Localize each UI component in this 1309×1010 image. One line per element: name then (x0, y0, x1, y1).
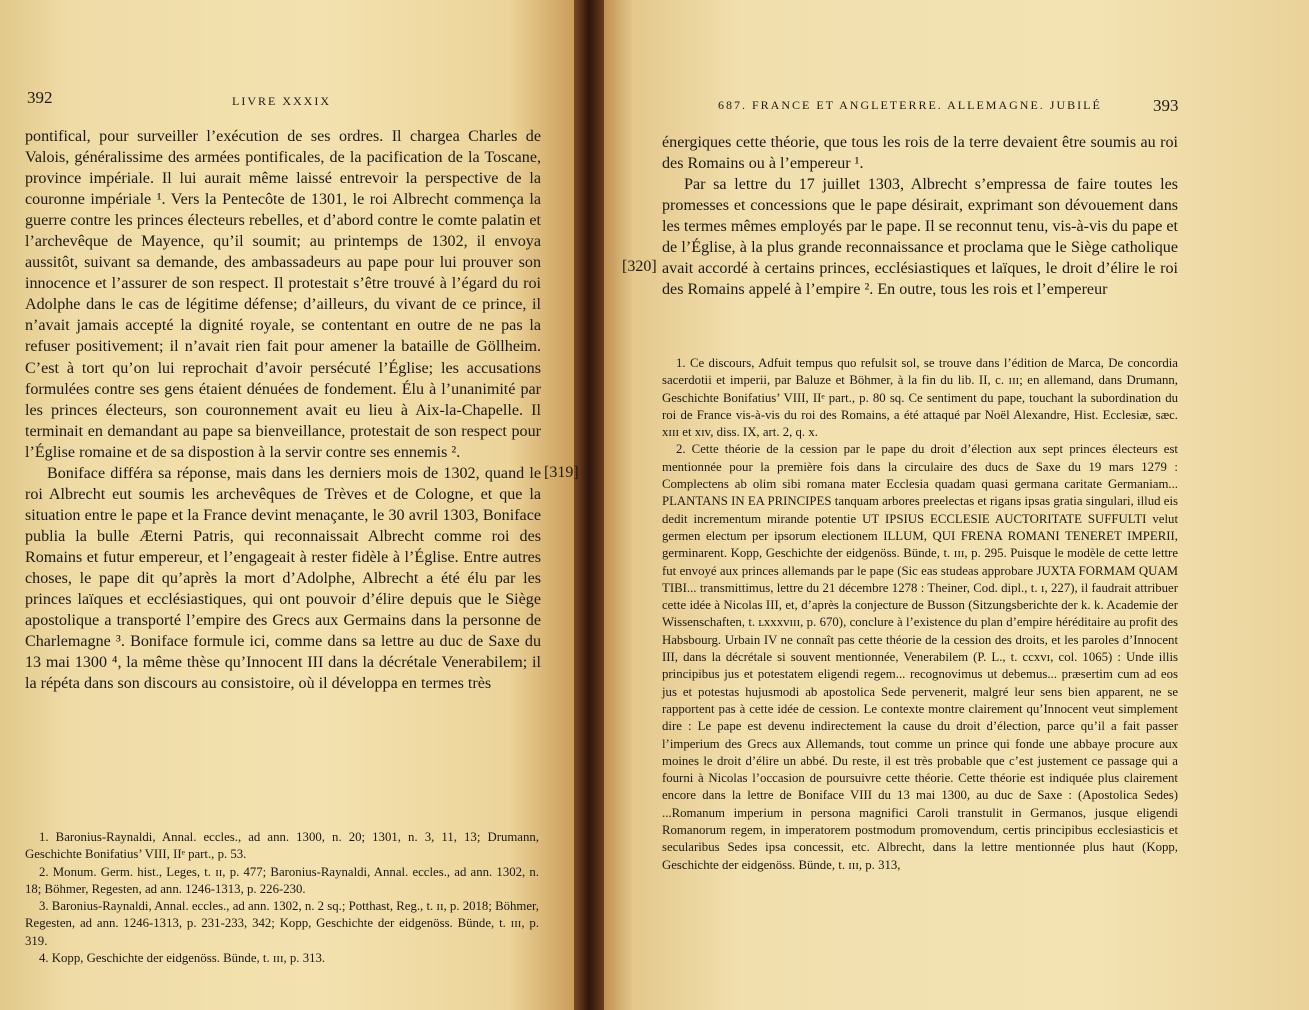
footnote: 2. Cette théorie de la cession par le pape du droit d’élection aux sept princes électeurs est mentionnée pour la première fois dans la circulaire des ducs de Saxe du 19 mars 1279 : Complectens ab olim sibi romana mater Ecclesia quadam quasi germana caritate Germaniam... PLANTANS IN EA PRINCIPES tanquam arbores preelectas et rigans ipsas gratia singulari, illud eis dedit incrementum mirande potentie UT IPSIUS ECCLESIE AUCTORITATE SUFFULTI velut germen electum per ipsorum electionem ILLUM, QUI FRENA ROMANI TENERET IMPERII, germinarent. Kopp, Geschichte der eidgenöss. Bünde, t. ɪɪɪ, p. 295. Puisque le modèle de cette lettre fut envoyé aux princes allemands par le pape (Sic eas studeas approbare JUXTA FORMAM QUAM TIBI... transmittimus, lettre du 21 décembre 1278 : Theiner, Cod. dipl., t. ɪ, 227), il faudrait attribuer cette idée à Nicolas III, et, d’après la conjecture de Busson (Sitzungsberichte der k. k. Academie der Wissenschaften, t. ʟxxxvɪɪɪ, p. 670), conclure à l’existence du plan d’empire héréditaire au profit des Habsbourg. Urbain IV ne connaît pas cette théorie de la cession des droits, et les paroles d’Innocent III, dans la décrétale si souvent mentionnée, Venerabilem (P. L., t. ccxvɪ, col. 1065) : Unde illis principibus jus et potestatem eligendi regem... recognovimus ut debemus... præsertim cum ad eos jus et potestas hujusmodi ab apostolica Sede pervenerit, malgré leur sens bien apparent, ne se rapportent pas à cette idée de cession. Le contexte montre clairement qu’Innocent veut simplement dire : Le pape est devenu indirectement la cause du droit d’élection, parce qu’il a fait passer l’imperium des Grecs aux Allemands, tout comme un prince qui fonde une abbaye procure aux moines le droit d’élire un abbé. Du reste, il est très probable que c’est justement ce passage qui a fourni à Nicolas l’occasion de poursuivre cette théorie. Cette théorie est indiquée plus clairement encore dans la lettre de Boniface VIII du 13 mai 1300, au duc de Saxe : (Apostolica Sedes) ...Romanum imperium in persona magnifici Caroli transtulit in Germanos, jusque eligendi Romanorum regem, in imperatorem postmodum promovendum, certis principibus ecclesiasticis et secularibus Sedes ipsa concessit, etc. Albrecht, dans la lettre mentionnée plus haut (Kopp, Geschichte der eidgenöss. Bünde, t. ɪɪɪ, p. 313, (662, 442, 1178, 872)
book-gutter (574, 0, 604, 1010)
right-page (598, 0, 1309, 1010)
page-number: 392 (27, 88, 53, 107)
footnotes (25, 829, 539, 967)
paragraph: énergiques cette théorie, que tous les rois de la terre devaient être soumis au roi des Romains ou à l’empereur ¹. (662, 134, 1178, 173)
paragraph: Boniface différa sa réponse, mais dans les derniers mois de 1302, quand le roi Albrecht eut soumis les archevêques de Trèves et de Cologne, et que la situation entre le pape et la France devint menaçante, le 30 avril 1303, Boniface publia la bulle Æterni Patris, qui reconnaissait Albrecht comme roi des Romains et futur empereur, et l’engageait à rester fidèle à l’Église. Entre autres choses, le pape dit qu’après la mort d’Adolphe, Albrecht a été élu par les princes laïques et ecclésiastiques, qui ont pouvoir d’élire depuis que le Siège apostolique a transporté l’empire des Grecs aux Germains dans la personne de Charlemagne ³. Boniface formule ici, comme dans sa lettre au duc de Saxe du 13 mai 1300 ⁴, la même thèse qu’Innocent III dans la décrétale Venerabilem; il la répéta dans son discours au consistoire, où il développa en termes très (25, 464, 541, 693)
left-page (0, 0, 578, 1010)
footnote: 2. Monum. Germ. hist., Leges, t. ɪɪ, p. 477; Baronius-Raynaldi, Annal. eccles., ad ann. 1302, n. 18; Böhmer, Regesten, ad ann. 1246-1313, p. 226-230. (25, 864, 539, 896)
paragraph: Par sa lettre du 17 juillet 1303, Albrecht s’empressa de faire toutes les promesses et concessions que le pape désirait, exprimant son dévouement dans les termes mêmes employés par le pape. Il se reconnut tenu, vis-à-vis du pape et de l’Église, à la plus grande reconnaissance et proclama que le Siège catholique avait accordé à certains princes, ecclésiastiques et laïques, le droit d’élire le roi des Romains appelé à l’empire ². En outre, tous les rois et l’empereur (662, 176, 1178, 299)
paragraph: pontifical, pour surveiller l’exécution de ses ordres. Il chargea Charles de Valois, généralissime des armées pontificales, de la pacification de la Toscane, province impériale. Il lui aurait même laissé entrevoir la perspective de la couronne impériale ¹. Vers la Pentecôte de 1301, le roi Albrecht commença la guerre contre les princes électeurs rebelles, et d’abord contre le comte palatin et l’archevêque de Mayence, qu’il soumit; au printemps de 1302, il envoya aussitôt, suivant sa demande, des ambassadeurs au pape pour lui prouver son innocence et l’assurer de son respect. Il protestait s’être trouvé à l’égard du roi Adolphe dans le cas de légitime défense; d’ailleurs, du vivant de ce prince, il n’avait jamais accepté la dignité royale, se contentant en outre de ne pas la refuser positivement; il n’avait rien fait pour amener la bataille de Göllheim. C’est à tort qu’on lui reprochait d’avoir persécuté l’Église; les accusations formulées contre ses gens étaient dénuées de fondement. Élu à l’unanimité par les princes électeurs, son couronnement avait eu lieu à Aix-la-Chapelle. Il terminait en demandant au pape sa bienveillance, protestait de son respect pour l’Église romaine et de sa dispostion à la servir contre ses ennemis ². (25, 128, 541, 461)
footnote: 1. Ce discours, Adfuit tempus quo refulsit sol, se trouve dans l’édition de Marca, De concordia sacerdotii et imperii, par Baluze et Böhmer, à la fin du lib. II, c. ɪɪɪ; en allemand, dans Drumann, Geschichte Bonifatius’ VIII, IIᵉ part., p. 80 sq. Ce sentiment du pape, touchant la subordination du roi de France vis-à-vis du roi des Romains, a été attaqué par Noël Alexandre, Hist. Ecclesiæ, sæc. xɪɪɪ et xɪv, diss. IX, art. 2, q. x. (662, 356, 1178, 440)
footnotes (662, 355, 1178, 874)
footnote: 3. Baronius-Raynaldi, Annal. eccles., ad ann. 1302, n. 2 sq.; Potthast, Reg., t. ɪɪ, p. 2018; Böhmer, Regesten, ad ann. 1246-1313, p. 231-233, 342; Kopp, Geschichte der eidgenöss. Bünde, t. ɪɪɪ, p. 319. (25, 899, 539, 948)
margin-page-marker: [319] (544, 464, 579, 481)
margin-page-marker: [320] (622, 258, 657, 275)
running-head: 687. FRANCE ET ANGLETERRE. ALLEMAGNE. JUBILÉ (718, 98, 1102, 112)
footnote: 4. Kopp, Geschichte der eidgenöss. Bünde, t. ɪɪɪ, p. 313. (39, 951, 326, 966)
running-head: LIVRE XXXIX (232, 94, 331, 108)
page-number: 393 (1153, 96, 1179, 115)
main-text (662, 132, 1178, 300)
main-text (25, 126, 541, 694)
footnote: 1. Baronius-Raynaldi, Annal. eccles., ad ann. 1300, n. 20; 1301, n. 3, 11, 13; Drumann, Geschichte Bonifatius’ VIII, IIᵉ part., p. 53. (25, 830, 539, 862)
